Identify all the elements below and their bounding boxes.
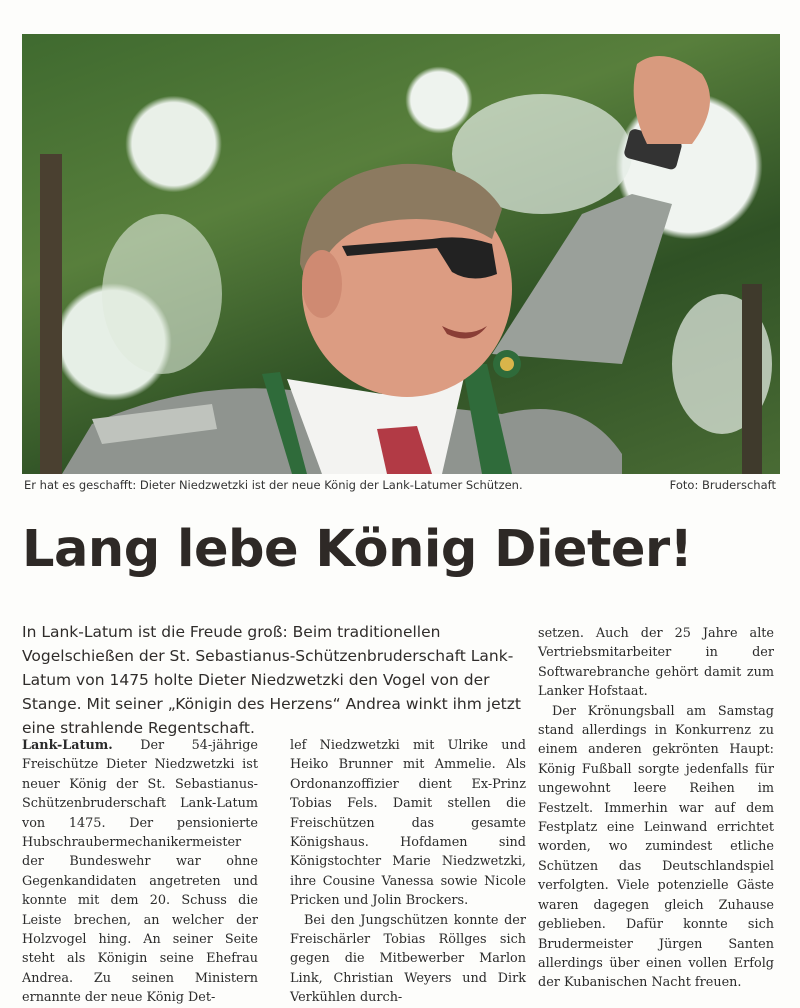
photo-illustration (22, 34, 780, 474)
photo-credit: Foto: Bruderschaft (669, 478, 776, 492)
lead-paragraph: In Lank-Latum ist die Freude groß: Beim traditionellen Vogelschießen der St. Sebastianus-Schützenbruderschaft Lank-Latum von 1475 holte Dieter Niedzwetzki den Vogel von der Stange. Mit seiner „Königin des Herzens“ Andrea winkt ihm jetzt eine strahlende Regentschaft. (22, 623, 521, 737)
photo-caption: Er hat es geschafft: Dieter Niedzwetzki ist der neue König der Lank-Latumer Schützen. (24, 478, 523, 492)
dateline: Lank-Latum. (22, 738, 113, 753)
headline: Lang lebe König Dieter! (22, 520, 693, 579)
article-photo (22, 34, 780, 474)
article-column-1 (22, 736, 258, 1008)
paragraph: Bei den Jungschützen konnte der Freischärler Tobias Röllges sich gegen die Mitbewerber Marlon Link, Christian Weyers und Dirk Verkühlen durch- (290, 912, 526, 1006)
paragraph-text: Der 54-jährige Freischütze Dieter Niedzwetzki ist neuer König der St. Sebastianus-Schützenbruderschaft Lank-Latum von 1475. Der pensionierte Hubschraubermechanikermeister der Bundeswehr war ohne Gegenkandidaten angetreten und konnte mit dem 20. Schuss die Leiste brechen, an welcher der Holzvogel hing. An seiner Seite steht als Königin seine Ehefrau Andrea. Zu seinen Ministern ernannte der neue König Det- (22, 738, 258, 1006)
paragraph: setzen. Auch der 25 Jahre alte Vertriebsmitarbeiter in der Softwarebranche gehört damit zum Lanker Hofstaat. (538, 626, 774, 700)
article-column-2 (290, 736, 526, 1008)
paragraph (22, 736, 258, 1008)
article-column-3 (538, 624, 774, 993)
paragraph: Der Krönungsball am Samstag stand allerdings in Konkurrenz zu einem anderen gekrönten Haupt: König Fußball sorgte jedenfalls für ungewohnt leere Reihen im Festzelt. Immerhin war auf dem Festplatz eine Leinwand errichtet worden, wo zumindest etliche Schützen das Deutschlandspiel verfolgten. Viele potenzielle Gäste waren dagegen gleich Zuhause geblieben. Dafür konnte sich Brudermeister Jürgen Santen allerdings über einen vollen Erfolg der Kubanischen Nacht freuen. (538, 703, 774, 991)
paragraph: lef Niedzwetzki mit Ulrike und Heiko Brunner mit Ammelie. Als Ordonanzoffizier dient Ex-Prinz Tobias Fels. Damit stellen die Freischützen das gesamte Königshaus. Hofdamen sind Königstochter Marie Niedzwetzki, ihre Cousine Vanessa sowie Nicole Pricken und Jolin Brockers. (290, 738, 526, 909)
